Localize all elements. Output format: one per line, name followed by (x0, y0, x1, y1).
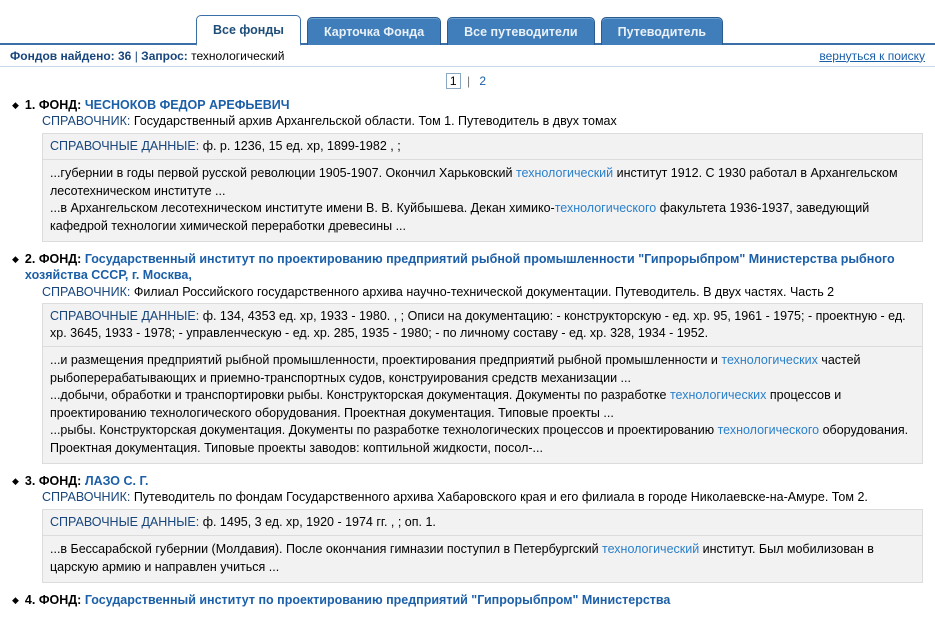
snippet-text: институт 1912. С 1930 работал в Архангельском лесотехническом институте ... (50, 166, 898, 198)
results-list (0, 93, 935, 617)
result-title (25, 97, 290, 113)
result-item (12, 473, 923, 583)
result-header (12, 592, 923, 608)
snippet (50, 387, 915, 422)
snippet-text: ...рыбы. Конструкторская документация. Документы по разработке технологических процессов и проектированию (50, 423, 718, 438)
tab-bar (0, 0, 935, 45)
reference-data-value: ф. 134, 4353 ед. хр, 1933 - 1980. , ; Описи на документацию: - конструкторскую - ед. хр. 95, 1961 - 1975; - проектную - ед. хр. 3645, 1933 - 1978; - управленческую - ед. хр. 285, 1935 - 1980; - по личному составу - ед. хр. 328, 1934 - 1952. (50, 309, 906, 341)
result-header (12, 97, 923, 113)
snippet-text: процессов и проектированию технологического оборудования. Проектная документация. Типовые проекты ... (50, 388, 842, 420)
snippet-box (42, 536, 923, 583)
result-item (12, 251, 923, 464)
snippet-text: ...в Бессарабской губернии (Молдавия). После окончания гимназии поступил в Петербургский (50, 542, 603, 557)
bullet-icon: ◆ (12, 476, 19, 487)
guide-label: СПРАВОЧНИК: (42, 490, 131, 505)
result-header (12, 473, 923, 489)
snippet (50, 200, 915, 235)
result-item (12, 97, 923, 242)
result-header (12, 251, 923, 284)
fond-label: ФОНД: (38, 98, 82, 112)
pagination-separator: | (466, 74, 471, 88)
reference-data-value: ф. р. 1236, 15 ед. хр, 1899-1982 , ; (202, 139, 401, 154)
query-label: Запрос: (141, 48, 188, 63)
snippet-text: ...добычи, обработки и транспортировки рыбы. Конструкторская документация. Документы по разработке (50, 388, 670, 403)
result-number: 4. (24, 593, 36, 608)
tab-all-funds[interactable] (196, 15, 301, 46)
fond-name-link[interactable]: Государственный институт по проектированию предприятий рыбной промышленности "Гипрорыбпром" Министерства рыбного хозяйства СССР, г. Москва, (24, 252, 895, 283)
result-title (25, 473, 149, 489)
snippet-text: ...в Архангельском лесотехническом институте имени В. В. Куйбышева. Декан химико- (50, 201, 555, 215)
fond-name-link[interactable]: ЧЕСНОКОВ ФЕДОР АРЕФЬЕВИЧ (84, 98, 290, 112)
fond-label: ФОНД: (38, 474, 82, 489)
snippet-text: ...губернии в годы первой русской революции 1905-1907. Окончил Харьковский (50, 166, 516, 180)
results-info-bar (0, 45, 935, 67)
tab-guide[interactable] (601, 17, 723, 45)
highlight-term: технологических (669, 388, 767, 403)
query-value: технологический (191, 48, 285, 63)
result-number: 1. (24, 98, 36, 112)
guide-value: Филиал Российского государственного архива научно-технической документации. Путеводитель. В двух частях. Часть 2 (133, 284, 835, 299)
found-label: Фондов найдено: (10, 48, 115, 63)
guide-line (42, 489, 923, 506)
guide-label: СПРАВОЧНИК: (42, 284, 131, 299)
tab-label: Путеводитель (617, 24, 707, 39)
fond-label: ФОНД: (38, 593, 82, 608)
guide-line (42, 113, 923, 130)
reference-data-box (42, 133, 923, 160)
guide-value: Путеводитель по фондам Государственного архива Хабаровского края и его филиала в городе Николаевске-на-Амуре. Том 2. (133, 490, 868, 505)
fond-name-link[interactable]: Государственный институт по проектированию предприятий "Гипрорыбпром" Министерства (84, 593, 671, 608)
result-item (12, 592, 923, 608)
result-number: 3. (24, 474, 36, 489)
highlight-term: технологического (554, 201, 657, 215)
bullet-icon: ◆ (12, 595, 19, 606)
bullet-icon: ◆ (12, 254, 19, 264)
snippet (50, 352, 915, 387)
highlight-term: технологический (602, 542, 700, 557)
snippet-text: институт. Был мобилизован в царскую армию и направлен учиться ... (50, 542, 874, 574)
reference-data-label: СПРАВОЧНЫЕ ДАННЫЕ: (50, 139, 200, 154)
fond-name-link[interactable]: ЛАЗО С. Г. (84, 474, 149, 489)
page-1-button[interactable]: 1 (446, 73, 461, 89)
tab-label: Карточка Фонда (323, 24, 425, 39)
found-count: 36 (118, 48, 132, 63)
pagination (0, 67, 935, 93)
snippet-text: частей рыбоперерабатывающих и приемно-транспортных судов, конструирования средств механизации ... (50, 353, 861, 385)
tab-label: Все фонды (213, 23, 284, 37)
page-2-button[interactable]: 2 (479, 74, 487, 88)
snippet-box (42, 160, 923, 242)
guide-label: СПРАВОЧНИК: (42, 114, 131, 129)
highlight-term: технологического (717, 423, 820, 438)
snippet-text: ...и размещения предприятий рыбной промышленности, проектирования предприятий рыбной промышленности и (50, 353, 722, 368)
tab-all-guides[interactable] (447, 17, 594, 45)
snippet-box (42, 347, 923, 464)
highlight-term: технологический (515, 166, 614, 180)
guide-value: Государственный архив Архангельской области. Том 1. Путеводитель в двух томах (133, 114, 617, 129)
snippet-text: факультета 1936-1937, заведующий кафедрой технологии химической переработки древесины ... (50, 201, 870, 233)
fond-label: ФОНД: (38, 252, 82, 266)
reference-data-value: ф. 1495, 3 ед. хр, 1920 - 1974 гг. , ; оп. 1. (202, 515, 436, 530)
result-title (25, 592, 670, 608)
snippet (50, 422, 915, 457)
highlight-term: технологических (721, 353, 818, 368)
found-count-block (10, 49, 284, 63)
reference-data-label: СПРАВОЧНЫЕ ДАННЫЕ: (50, 309, 200, 324)
back-to-search-link[interactable]: вернуться к поиску (819, 48, 925, 63)
snippet (50, 165, 915, 200)
snippet (50, 541, 915, 576)
tab-fund-card[interactable] (307, 17, 441, 45)
tab-label: Все путеводители (464, 24, 578, 39)
bullet-icon: ◆ (12, 100, 19, 110)
guide-line (42, 284, 923, 301)
reference-data-label: СПРАВОЧНЫЕ ДАННЫЕ: (50, 515, 200, 530)
snippet-text: оборудования. Проектная документация. Типовые проекты заводов: коптильной жидкости, посол-... (50, 423, 909, 455)
reference-data-box (42, 509, 923, 536)
result-title (25, 251, 923, 284)
result-number: 2. (24, 252, 36, 266)
reference-data-box (42, 303, 923, 347)
info-divider: | (134, 48, 138, 63)
